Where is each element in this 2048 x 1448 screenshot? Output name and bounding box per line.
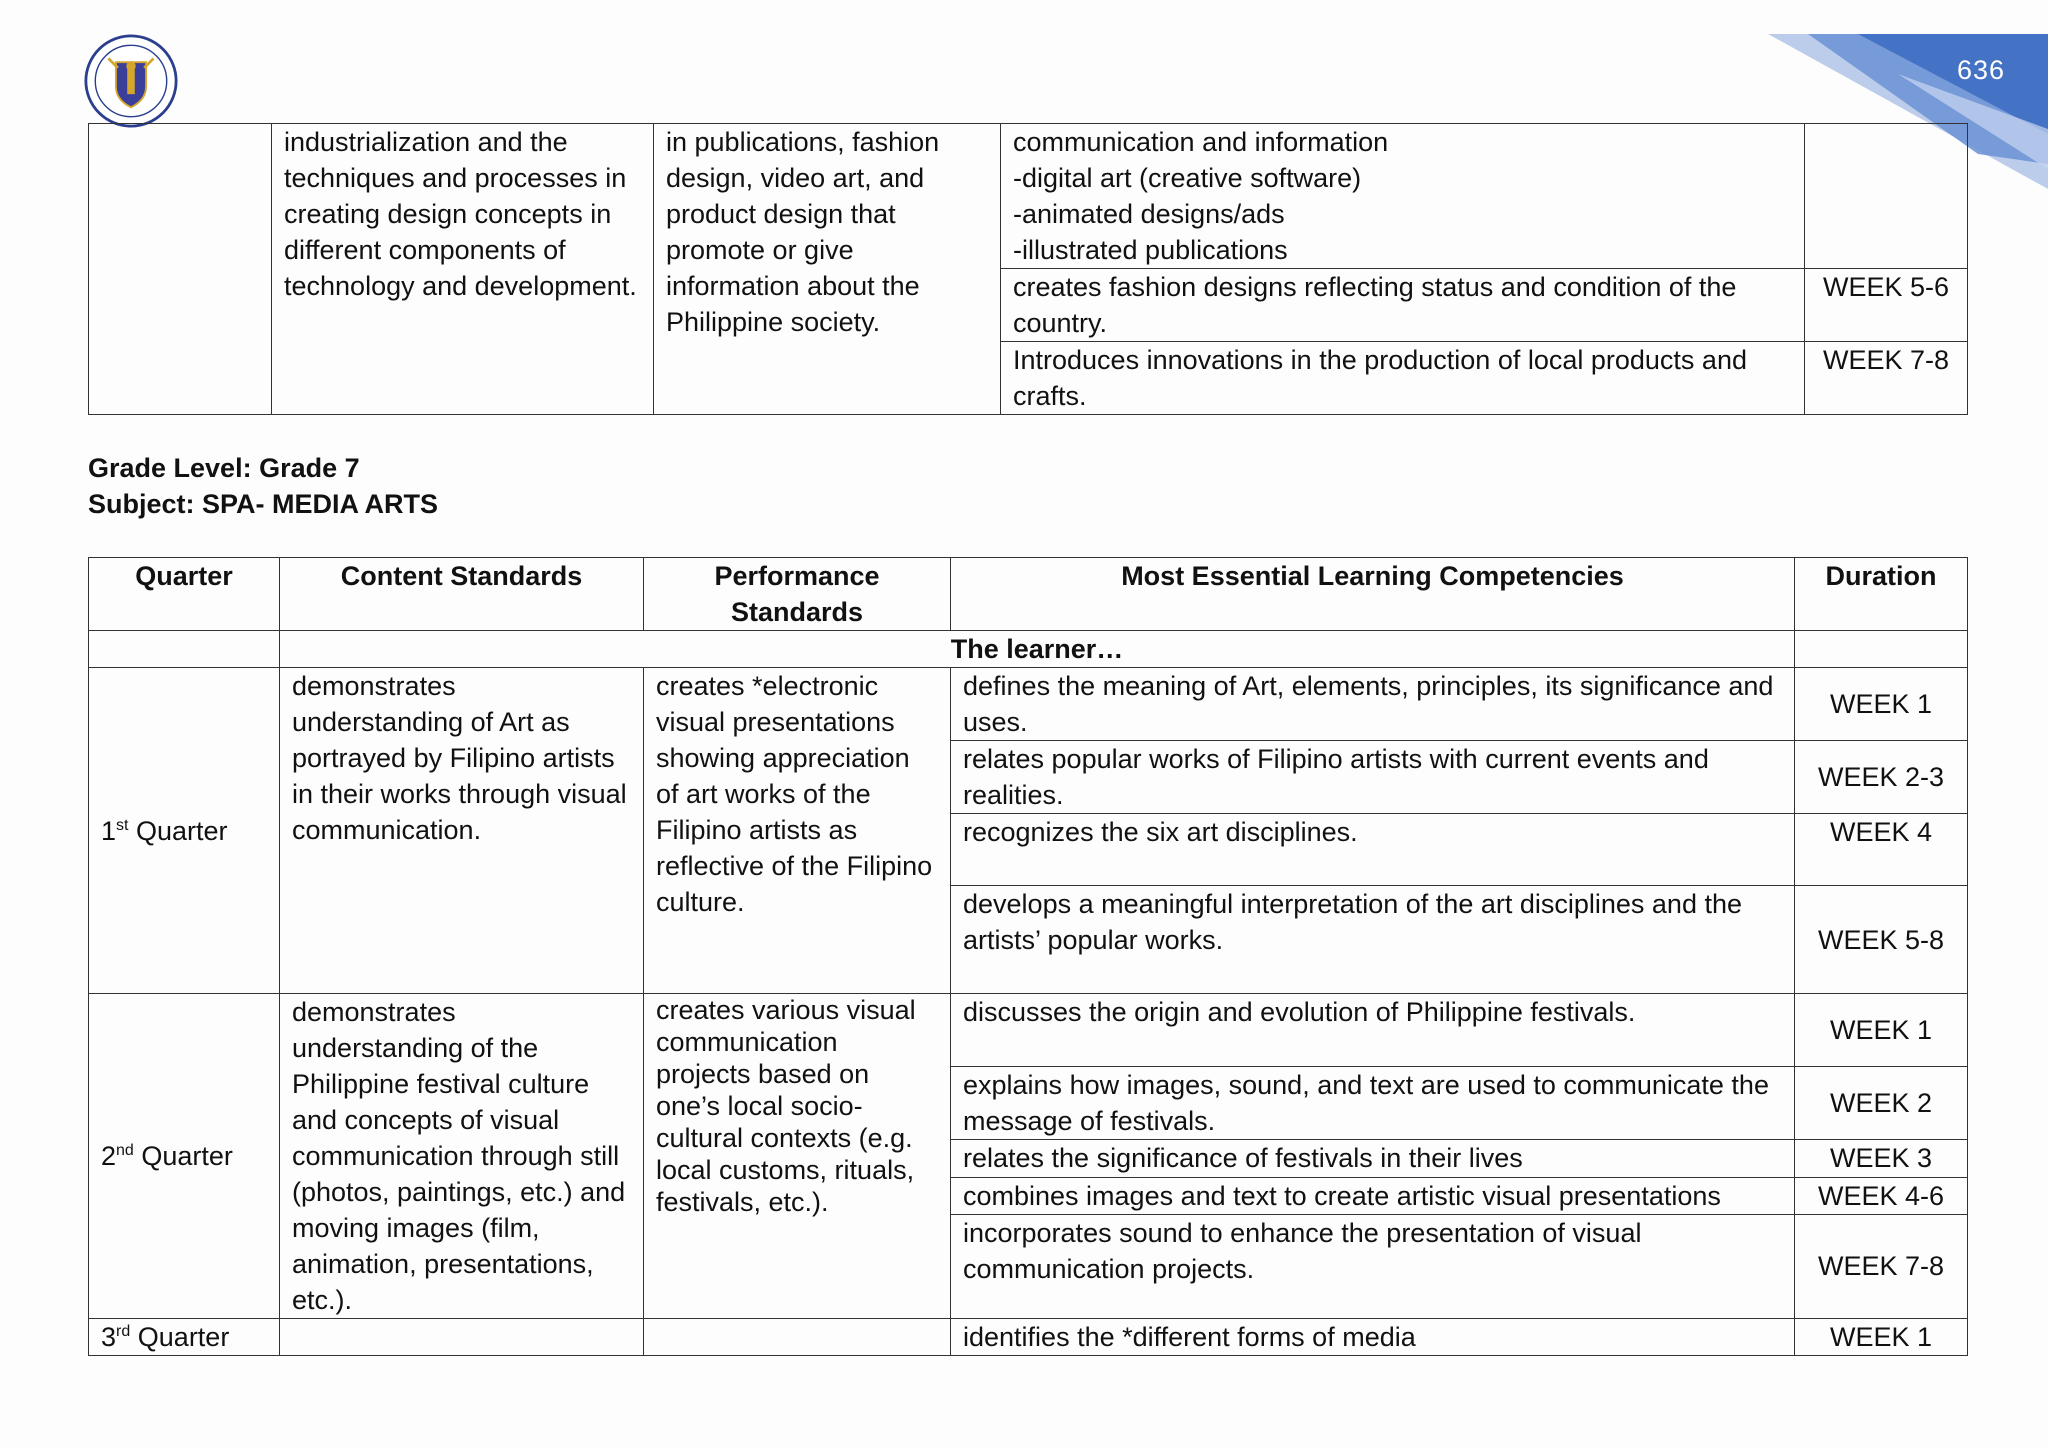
header-performance-standards: Performance Standards bbox=[644, 558, 951, 631]
duration-cell: WEEK 2 bbox=[1795, 1067, 1968, 1140]
subject-label: Subject: SPA- MEDIA ARTS bbox=[88, 489, 439, 519]
competency-cell: discusses the origin and evolution of Philippine festivals. bbox=[951, 994, 1795, 1067]
content-standard-cell bbox=[280, 1319, 644, 1356]
duration-cell bbox=[1805, 124, 1968, 269]
duration-cell: WEEK 5-6 bbox=[1805, 269, 1968, 342]
competency-cell: explains how images, sound, and text are used to communicate the message of festivals. bbox=[951, 1067, 1795, 1140]
competency-cell: Introduces innovations in the production of local products and crafts. bbox=[1001, 342, 1805, 415]
duration-cell: WEEK 4 bbox=[1795, 814, 1968, 886]
competency-cell: identifies the *different forms of media bbox=[951, 1319, 1795, 1356]
competency-cell: defines the meaning of Art, elements, principles, its significance and uses. bbox=[951, 668, 1795, 741]
competency-cell: creates fashion designs reflecting status and condition of the country. bbox=[1001, 269, 1805, 342]
header-duration: Duration bbox=[1795, 558, 1968, 631]
performance-standard-cell: creates various visual communication projects based on one’s local socio-cultural contexts (e.g. local customs, rituals, festivals, etc.). bbox=[644, 994, 951, 1319]
duration-cell: WEEK 1 bbox=[1795, 668, 1968, 741]
performance-standard-cell bbox=[644, 1319, 951, 1356]
quarter-label: 3rd Quarter bbox=[89, 1319, 280, 1356]
quarter-label: 2nd Quarter bbox=[89, 994, 280, 1319]
table-row bbox=[89, 994, 1968, 1067]
section-info bbox=[88, 450, 438, 522]
duration-cell: WEEK 4-6 bbox=[1795, 1177, 1968, 1214]
duration-cell: WEEK 1 bbox=[1795, 1319, 1968, 1356]
header-melc: Most Essential Learning Competencies bbox=[951, 558, 1795, 631]
duration-cell: WEEK 7-8 bbox=[1805, 342, 1968, 415]
header-row bbox=[89, 558, 1968, 631]
duration-cell: WEEK 3 bbox=[1795, 1140, 1968, 1177]
quarter-label: 1st Quarter bbox=[89, 668, 280, 994]
competency-cell: combines images and text to create artistic visual presentations bbox=[951, 1177, 1795, 1214]
table-row bbox=[89, 1319, 1968, 1356]
table-row bbox=[89, 668, 1968, 741]
header-quarter: Quarter bbox=[89, 558, 280, 631]
content-standard-cell: demonstrates understanding of Art as portrayed by Filipino artists in their works through visual communication. bbox=[280, 668, 644, 994]
melc-table bbox=[88, 557, 1968, 1356]
competency-cell: incorporates sound to enhance the presentation of visual communication projects. bbox=[951, 1214, 1795, 1318]
competency-cell: relates the significance of festivals in their lives bbox=[951, 1140, 1795, 1177]
competency-cell: develops a meaningful interpretation of the art disciplines and the artists’ popular works. bbox=[951, 886, 1795, 994]
competency-cell: recognizes the six art disciplines. bbox=[951, 814, 1795, 886]
performance-standard-cell: creates *electronic visual presentations showing appreciation of art works of the Filipino artists as reflective of the Filipino culture. bbox=[644, 668, 951, 994]
duration-cell: WEEK 2-3 bbox=[1795, 741, 1968, 814]
content-standard-cell: industrialization and the techniques and processes in creating design concepts in different components of technology and development. bbox=[272, 124, 654, 415]
continued-competency-table bbox=[88, 123, 1968, 415]
learner-label: The learner… bbox=[280, 631, 1795, 668]
competency-cell: relates popular works of Filipino artists with current events and realities. bbox=[951, 741, 1795, 814]
quarter-cell-empty bbox=[89, 124, 272, 415]
grade-level-label: Grade Level: Grade 7 bbox=[88, 453, 360, 483]
header-content-standards: Content Standards bbox=[280, 558, 644, 631]
performance-standard-cell: in publications, fashion design, video art, and product design that promote or give information about the Philippine society. bbox=[654, 124, 1001, 415]
deped-seal-logo-icon bbox=[84, 34, 178, 128]
duration-cell: WEEK 1 bbox=[1795, 994, 1968, 1067]
competency-cell: communication and information -digital art (creative software) -animated designs/ads -illustrated publications bbox=[1001, 124, 1805, 269]
learner-row bbox=[89, 631, 1968, 668]
duration-cell: WEEK 5-8 bbox=[1795, 886, 1968, 994]
duration-cell: WEEK 7-8 bbox=[1795, 1214, 1968, 1318]
content-standard-cell: demonstrates understanding of the Philippine festival culture and concepts of visual communication through still (photos, paintings, etc.) and moving images (film, animation, presentations, etc.). bbox=[280, 994, 644, 1319]
page-number: 636 bbox=[1956, 55, 2006, 85]
